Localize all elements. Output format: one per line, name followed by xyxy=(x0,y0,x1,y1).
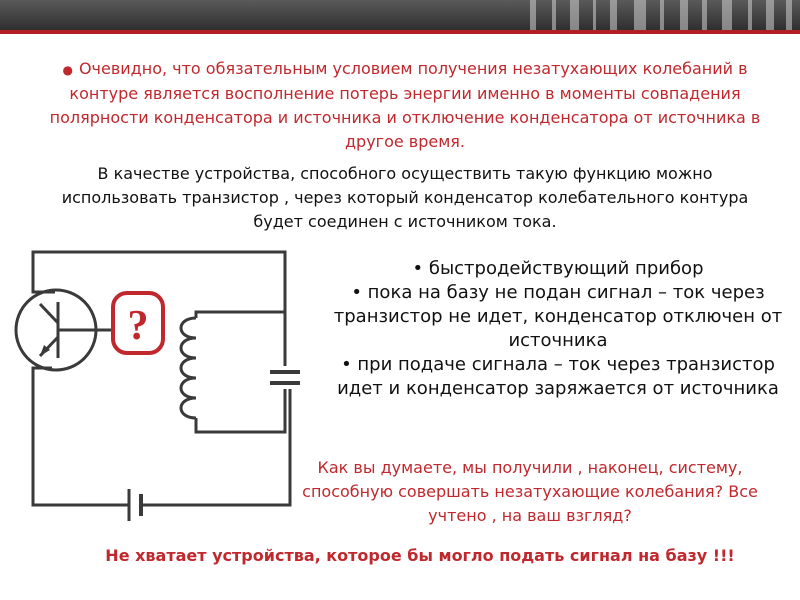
feature-item: • пока на базу не подан сигнал – ток через транзистор не идет, конденсатор отключен от источника xyxy=(333,282,783,351)
transistor-symbol xyxy=(16,290,113,370)
intro-text: Очевидно, что обязательным условием получения незатухающих колебаний в контуре является восполнение потерь энергии именно в моменты совпадения полярности конденсатора и источника и отключение конденсатора от источника в другое время. xyxy=(49,59,761,151)
feature-item: • быстродействующий прибор xyxy=(412,258,704,279)
question-paragraph: Как вы думаете, мы получили , наконец, систему, способную совершать незатухающие колебания? Все учтено , на ваш взгляд? xyxy=(302,458,758,525)
unknown-device xyxy=(113,293,163,353)
bullet-icon: ● xyxy=(62,63,73,77)
feature-item: • при подаче сигнала – ток через транзистор идет и конденсатор заряжается от источника xyxy=(337,354,779,399)
battery-symbol xyxy=(129,489,141,521)
device-paragraph: В качестве устройства, способного осуществить такую функцию можно использовать транзистор , через который конденсатор колебательного контура будет соединен с источником тока. xyxy=(61,164,749,231)
conclusion-text: Не хватает устройства, которое бы могло подать сигнал на базу !!! xyxy=(105,546,735,565)
inductor-coil xyxy=(181,312,285,432)
circuit-wire xyxy=(141,389,290,505)
capacitor-symbol xyxy=(270,372,300,383)
unknown-device-label: ? xyxy=(127,303,149,349)
circuit-wire xyxy=(33,368,129,505)
